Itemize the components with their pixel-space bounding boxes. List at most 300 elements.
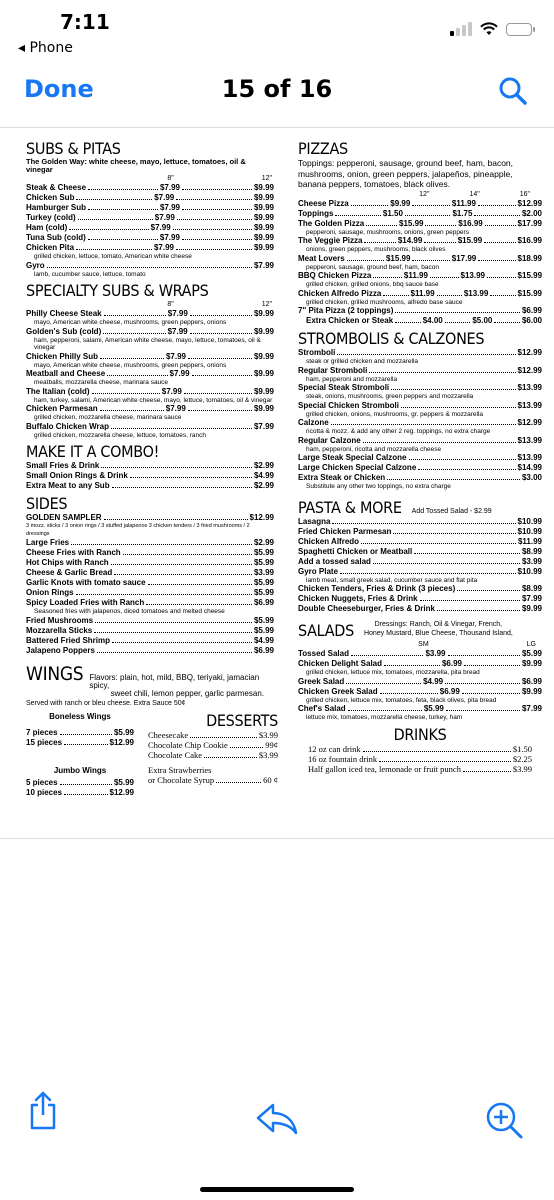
specialty-row — [26, 404, 274, 414]
bottom-toolbar — [0, 1090, 554, 1150]
pizza-size: 12" — [419, 190, 430, 198]
item-price: $9.99 — [253, 193, 275, 202]
item-desc: grilled chicken, mozzarella cheese, marinara sauce — [34, 414, 182, 421]
pizza-row — [298, 199, 542, 209]
item-name: Cheese Fries with Ranch — [26, 548, 121, 557]
sub-row — [26, 203, 274, 213]
drinks-heading: DRINKS — [393, 724, 447, 744]
item-name: Double Cheeseburger, Fries & Drink — [298, 604, 435, 613]
item-price: $7.99 — [167, 326, 188, 336]
reply-icon[interactable] — [255, 1102, 299, 1136]
item-price: $4.99 — [253, 635, 274, 645]
combo-heading: MAKE IT A COMBO! — [26, 442, 160, 461]
item-price: $7.99 — [159, 203, 181, 212]
pizza-size: 16" — [519, 190, 530, 198]
item-desc: grilled chicken, onions, mushrooms, gr. peppers & mozzarella — [306, 410, 484, 418]
item-price: $5.99 — [113, 727, 134, 737]
item-price: $15.99 — [517, 271, 543, 280]
item-price: $17.99 — [517, 218, 542, 228]
item-price: $5.99 — [113, 777, 134, 787]
item-price: $9.99 — [521, 604, 542, 613]
item-name: Spicy Loaded Fries with Ranch — [26, 598, 145, 607]
drink-row — [308, 744, 532, 754]
item-price: $14.99 — [397, 236, 423, 245]
item-price: $9.99 — [253, 386, 274, 396]
specialty-row — [26, 327, 274, 337]
item-desc: Substitute any other two toppings, no extra charge — [306, 483, 451, 490]
side-row — [26, 598, 274, 608]
size-8: 8" — [167, 175, 174, 182]
sides-list — [26, 538, 274, 608]
item-name: Ham (cold) — [26, 223, 68, 232]
pasta-row — [298, 584, 542, 594]
pasta-row — [298, 604, 542, 614]
item-price: $13.99 — [517, 400, 542, 410]
pasta-row — [298, 567, 542, 577]
specialty-list — [26, 309, 274, 439]
specialty-row — [26, 309, 274, 319]
pizzas-heading: PIZZAS — [298, 139, 348, 158]
size-lg: LG — [526, 641, 536, 648]
specialty-row — [26, 387, 274, 397]
item-name: Chicken Greek Salad — [298, 686, 378, 696]
pizza-row — [298, 219, 542, 229]
item-price: $7.99 — [253, 421, 274, 431]
size-8: 8" — [167, 301, 174, 308]
sub-row — [26, 223, 274, 233]
item-name: Cheesecake — [148, 729, 189, 740]
item-name: Tuna Sub (cold) — [26, 233, 86, 242]
tossed-salad-note: Add Tossed Salad - $2.99 — [411, 507, 492, 515]
item-price: $7.99 — [154, 193, 175, 202]
page-counter: 15 of 16 — [221, 75, 333, 103]
markup-icon[interactable] — [484, 1100, 524, 1140]
done-button[interactable]: Done — [24, 75, 94, 103]
item-price: $4.99 — [423, 676, 444, 686]
item-desc: steak, onions, mushrooms, green peppers and mozzarella — [306, 393, 474, 400]
item-name: Spaghetti Chicken or Meatball — [298, 546, 413, 556]
pizza-row — [298, 289, 542, 299]
combo-row — [26, 481, 274, 491]
pizza-list — [298, 199, 542, 307]
pizza-size-header — [298, 190, 542, 199]
item-price: $9.99 — [253, 369, 275, 378]
item-price: $9.99 — [253, 183, 274, 192]
pizza-size: 14" — [469, 190, 480, 198]
salads-header — [298, 618, 542, 640]
item-price: $5.99 — [423, 704, 444, 713]
item-name: 5 pieces — [26, 777, 58, 787]
back-to-phone-link[interactable]: ◂ Phone — [18, 40, 73, 56]
item-price: $13.99 — [517, 435, 542, 445]
item-desc: ham, pepperoni, salami, American white cheese, mayo, lettuce, tomatoes, oil & vinegar — [34, 336, 261, 351]
combo-row — [26, 471, 274, 481]
item-price: $2.99 — [253, 461, 274, 470]
wifi-icon — [480, 22, 498, 36]
share-icon[interactable] — [28, 1090, 58, 1130]
wings-flavors-2: sweet chili, lemon pepper, garlic parmesan. — [110, 688, 264, 698]
item-name: 7 pieces — [26, 727, 58, 737]
item-name: Large Steak Special Calzone — [298, 453, 407, 462]
item-name: Regular Calzone — [298, 435, 361, 445]
side-row — [26, 568, 274, 578]
drinks-list — [298, 744, 542, 774]
salad-row — [298, 687, 542, 697]
item-price: $12.99 — [517, 348, 542, 357]
item-name: Regular Stromboli — [298, 365, 368, 375]
item-name: Lasagna — [298, 516, 331, 526]
sampler-row: GOLDEN SAMPLER $12.99 — [26, 513, 274, 522]
item-desc: ham, turkey, salami, American white cheese, mayo, lettuce, tomatoes, oil & vinegar — [34, 396, 273, 404]
boneless-list — [26, 728, 134, 748]
item-name: Steak & Cheese — [26, 183, 87, 192]
item-name: Onion Rings — [26, 588, 74, 597]
item-price: $5.99 — [253, 578, 274, 587]
item-name: BBQ Chicken Pizza — [298, 271, 372, 280]
item-price: $2.99 — [253, 538, 274, 547]
item-name: Small Onion Rings & Drink — [26, 471, 128, 480]
wings-sizes — [26, 712, 134, 798]
pizza-row — [298, 271, 542, 281]
sub-row — [26, 243, 274, 253]
specialty-row — [26, 352, 274, 362]
item-name: Chicken Pita — [26, 243, 75, 252]
item-price: $7.99 — [521, 704, 543, 713]
pasta-row — [298, 547, 542, 557]
specialty-size-header — [26, 300, 274, 309]
pasta-heading: PASTA & MORE — [298, 497, 402, 517]
status-time: 7:11 — [60, 10, 110, 34]
pita-pizza-row: 7" Pita Pizza (2 toppings) $6.99 — [298, 306, 542, 315]
item-name: Chicken Alfredo — [298, 536, 360, 546]
drink-row — [308, 754, 532, 764]
stromboli-row — [298, 348, 542, 358]
item-price: $9.99 — [253, 243, 275, 252]
item-price: $9.99 — [253, 404, 274, 413]
side-row — [26, 626, 274, 636]
sides-list-2 — [26, 616, 274, 656]
side-row — [26, 588, 274, 598]
golden-way-note: The Golden Way: white cheese, mayo, lettuce, tomatoes, oil & vinegar — [26, 157, 246, 174]
item-name: Mozzarella Sticks — [26, 625, 93, 635]
item-price: $9.99 — [253, 213, 275, 222]
status-bar — [0, 0, 554, 70]
item-price: $3.99 — [512, 763, 532, 774]
desserts-list — [148, 730, 278, 760]
item-name: Tossed Salad — [298, 649, 349, 658]
specialty-row — [26, 369, 274, 379]
item-price: $3.00 — [521, 473, 542, 482]
item-price: $10.99 — [517, 516, 542, 526]
item-name: Chocolate Chip Cookie — [148, 739, 228, 750]
salad-size-header — [298, 640, 542, 649]
stromboli-row — [298, 463, 542, 473]
item-price: $4.99 — [253, 471, 274, 480]
item-desc: ricotta & mozz. & add any other 2 reg. toppings, no extra charge — [306, 428, 491, 435]
stromboli-row — [298, 383, 542, 393]
item-name: Philly Cheese Steak — [26, 309, 102, 318]
wings-heading: WINGS — [26, 662, 84, 685]
boneless-row — [26, 738, 134, 748]
item-price: $11.99 — [410, 288, 435, 298]
item-price: $1.50 — [382, 208, 403, 218]
jumbo-row — [26, 778, 134, 788]
side-row — [26, 578, 274, 588]
item-price: $6.99 — [439, 686, 460, 696]
desserts-block — [148, 708, 278, 785]
item-desc: lamb meat, small greek salad, cucumber sauce and flat pita — [306, 576, 478, 584]
dessert-extra-1: Extra Strawberries — [148, 764, 212, 775]
item-name: Jalapeno Poppers — [26, 645, 95, 655]
item-name: 10 pieces — [26, 787, 63, 797]
side-row — [26, 616, 274, 626]
item-price: $5.99 — [253, 615, 274, 625]
item-price: $9.99 — [253, 351, 275, 361]
item-price: $9.99 — [253, 223, 274, 232]
stromboli-row — [298, 401, 542, 411]
item-desc: lettuce mix, tomatoes, mozzarella cheese, turkey, ham — [306, 714, 463, 721]
item-price: $10.99 — [517, 566, 542, 576]
item-price: $14.99 — [517, 463, 542, 472]
pizza-row — [298, 209, 542, 219]
item-price: $12.99 — [109, 787, 134, 797]
item-desc: pepperoni, sausage, mushrooms, onions, green peppers — [306, 228, 469, 236]
seasoned-fries-note: Seasoned fries with jalapenos, diced tomatoes and melted cheese — [34, 608, 225, 615]
size-sm: SM — [418, 641, 429, 648]
item-price: $3.99 — [258, 729, 278, 740]
salad-row — [298, 649, 542, 659]
item-price: $12.99 — [517, 365, 542, 375]
side-row — [26, 538, 274, 548]
item-price: $9.99 — [253, 203, 275, 212]
pasta-header — [298, 495, 542, 517]
item-name: Add a tossed salad — [298, 556, 371, 566]
pasta-row — [298, 557, 542, 567]
boneless-title: Boneless Wings — [49, 711, 111, 721]
home-indicator — [200, 1187, 354, 1192]
item-name: Chicken Alfredo Pizza — [298, 288, 382, 298]
dessert-row — [148, 730, 278, 740]
sub-size-header — [26, 174, 274, 183]
item-desc: pepperoni, sausage, ground beef, ham, bacon — [306, 263, 439, 271]
cellular-signal-icon — [450, 22, 472, 36]
item-price: $11.99 — [517, 536, 542, 546]
item-desc: grilled chicken, lettuce, tomato, American white cheese — [34, 253, 192, 260]
dessert-row — [148, 750, 278, 760]
stromboli-row — [298, 473, 542, 483]
item-price: $10.99 — [517, 526, 542, 536]
item-price: $3.99 — [258, 749, 278, 760]
item-price: $1.75 — [452, 208, 473, 218]
item-price: $11.99 — [451, 198, 476, 208]
salad-list — [298, 649, 542, 722]
jumbo-row — [26, 788, 134, 798]
dessert-extra-row: or Chocolate Syrup 60 ¢ — [148, 774, 278, 785]
item-name: Stromboli — [298, 348, 336, 357]
item-price: $5.99 — [253, 548, 274, 557]
extra-chicken-row: Extra Chicken or Steak $4.00 $5.00 $6.00 — [306, 316, 542, 325]
pizza-toppings: Toppings: pepperoni, sausage, ground beef, ham, bacon, mushrooms, onion, green peppers, jalapeños, pineapple, banana peppers, tomatoes, black olives. — [298, 158, 514, 189]
item-name: Turkey (cold) — [26, 213, 76, 222]
combo-list — [26, 461, 274, 491]
dessert-row — [148, 740, 278, 750]
salad-row — [298, 659, 542, 669]
item-name: Toppings — [298, 208, 334, 218]
item-name: Gyro Plate — [298, 566, 339, 576]
item-price: $7.99 — [159, 233, 180, 242]
item-desc: mayo, American white cheese, mushrooms, green peppers, onions — [34, 319, 227, 326]
item-price: $15.99 — [385, 253, 411, 263]
item-name: Chicken Delight Salad — [298, 659, 383, 668]
pasta-row — [298, 527, 542, 537]
item-price: $5.99 — [253, 558, 274, 567]
size-12: 12" — [261, 175, 272, 182]
stromboli-row — [298, 436, 542, 446]
menu-right-column — [298, 136, 542, 774]
item-desc: grilled chicken, lettuce mix, tomatoes, mozzarella, pita bread — [306, 669, 480, 676]
size-12: 12" — [261, 301, 272, 308]
battery-icon — [506, 23, 532, 36]
item-desc: grilled chicken, grilled onions, bbq sauce base — [306, 281, 439, 288]
item-price: $9.99 — [253, 233, 274, 242]
item-price: $8.99 — [521, 584, 542, 593]
item-desc: grilled chicken, lettuce mix, tomatoes, feta, black olives, pita bread — [306, 696, 497, 704]
item-price: $2.99 — [253, 481, 274, 490]
item-price: $3.99 — [521, 556, 542, 566]
item-price: $15.99 — [399, 218, 424, 228]
side-row — [26, 558, 274, 568]
item-price: $6.99 — [253, 598, 274, 607]
item-price: $2.25 — [512, 753, 532, 764]
item-price: $6.99 — [521, 676, 542, 686]
item-price: $1.50 — [512, 743, 532, 754]
item-desc: onions, green peppers, mushrooms, black olives — [306, 246, 446, 253]
wings-header — [26, 660, 274, 690]
item-price: $12.99 — [517, 198, 543, 208]
item-desc: ham, pepperoni and mozzarella — [306, 375, 398, 383]
side-row — [26, 636, 274, 646]
sub-row — [26, 213, 274, 223]
item-name: Chicken Tenders, Fries & Drink (3 pieces) — [298, 584, 456, 593]
item-name: Greek Salad — [298, 676, 345, 686]
item-price: $13.99 — [517, 383, 542, 392]
item-price: $11.99 — [403, 271, 428, 280]
sub-row — [26, 233, 274, 243]
item-desc: lamb, cucumber sauce, lettuce, tomato — [34, 270, 146, 278]
pasta-row — [298, 537, 542, 547]
item-name: Special Steak Stromboli — [298, 383, 390, 392]
salads-heading: SALADS — [298, 621, 354, 640]
item-name: Chicken Parmesan — [26, 404, 98, 413]
sampler-desc: 3 mozz. sticks / 3 onion rings / 3 stuffed jalapenos 3 chicken tenders / 3 fried mushrooms / 2 dressings — [26, 523, 250, 537]
item-name: Gyro — [26, 260, 45, 270]
item-price: $2.00 — [521, 208, 542, 218]
item-name: Half gallon iced tea, lemonade or fruit punch — [308, 763, 461, 774]
nav-bar — [0, 70, 554, 120]
item-name: Special Chicken Stromboli — [298, 400, 399, 410]
subs-heading: SUBS & PITAS — [26, 139, 121, 158]
item-name: Meatball and Cheese — [26, 369, 106, 378]
item-price: $7.99 — [154, 213, 175, 222]
item-price: $13.99 — [463, 288, 489, 298]
item-name: The Italian (cold) — [26, 386, 90, 396]
stromboli-row — [298, 453, 542, 463]
item-name: Fried Mushrooms — [26, 615, 94, 625]
item-price: $7.99 — [165, 351, 187, 361]
side-row — [26, 646, 274, 656]
item-name: Buffalo Chicken Wrap — [26, 421, 109, 431]
item-price: $9.99 — [253, 309, 274, 318]
combo-row — [26, 461, 274, 471]
item-name: Chicken Sub — [26, 193, 75, 202]
item-name: Extra Steak or Chicken — [298, 473, 386, 482]
item-price: $18.99 — [517, 253, 542, 263]
item-name: Calzone — [298, 418, 329, 427]
item-name: Fried Chicken Parmesan — [298, 526, 392, 536]
subs-list — [26, 183, 274, 278]
item-desc: meatballs, mozzarella cheese, marinara sauce — [34, 379, 169, 386]
pasta-list — [298, 517, 542, 615]
stromboli-row — [298, 418, 542, 428]
item-desc: grilled chicken, mozzarella cheese, lettuce, tomatoes, ranch — [34, 431, 206, 439]
wings-desserts-block — [26, 710, 278, 822]
item-name: 15 pieces — [26, 737, 63, 747]
item-price: $8.99 — [521, 546, 542, 556]
specialty-heading: SPECIALTY SUBS & WRAPS — [26, 281, 209, 300]
item-name: Battered Fried Shrimp — [26, 635, 111, 645]
item-price: $9.99 — [521, 686, 542, 696]
item-desc: steak or grilled chicken and mozzarella — [306, 358, 418, 365]
sub-row — [26, 183, 274, 193]
item-desc: mayo, American white cheese, mushrooms, green peppers, onions — [34, 361, 227, 369]
item-name: Hot Chips with Ranch — [26, 558, 109, 567]
item-name: Small Fries & Drink — [26, 461, 100, 470]
sides-heading: SIDES — [26, 494, 68, 513]
wings-flavors: Flavors: plain, hot, mild, BBQ, teriyaki, jamacian spicy, — [89, 672, 260, 690]
wings-served: Served with ranch or bleu cheese. Extra Sauce 50¢ — [26, 699, 186, 707]
item-price: $7.99 — [150, 223, 171, 232]
item-price: $7.99 — [169, 369, 190, 378]
item-name: Chicken Nuggets, Fries & Drink — [298, 594, 418, 603]
search-icon[interactable] — [498, 76, 528, 106]
item-name: The Golden Pizza — [298, 218, 365, 228]
item-price: $5.99 — [253, 588, 274, 597]
item-price: $16.99 — [517, 236, 542, 245]
menu-left-column — [26, 136, 278, 822]
item-price: $7.99 — [253, 260, 274, 270]
item-price: $3.99 — [253, 568, 274, 577]
sub-row — [26, 261, 274, 271]
item-name: Chicken Philly Sub — [26, 351, 99, 361]
side-row — [26, 548, 274, 558]
menu-image — [12, 136, 542, 832]
item-price: $13.99 — [460, 271, 485, 280]
item-price: $3.99 — [425, 649, 446, 658]
item-price: $9.99 — [253, 326, 275, 336]
pasta-row — [298, 594, 542, 604]
item-price: $7.99 — [167, 309, 188, 318]
item-name: Hamburger Sub — [26, 203, 87, 212]
item-price: $12.99 — [517, 418, 542, 427]
item-price: $7.99 — [153, 243, 175, 252]
item-name: Meat Lovers — [298, 253, 345, 263]
item-price: 99¢ — [265, 739, 278, 750]
sub-row — [26, 193, 274, 203]
pizza-row — [298, 254, 542, 264]
item-price: $6.99 — [441, 659, 463, 668]
item-price: $7.99 — [165, 404, 186, 413]
item-price: $7.99 — [161, 386, 182, 396]
